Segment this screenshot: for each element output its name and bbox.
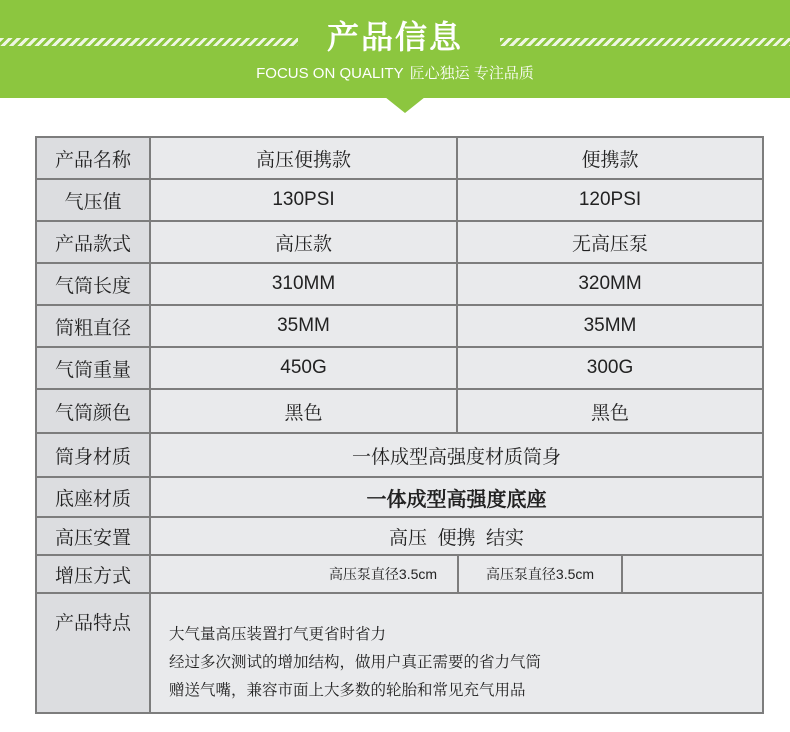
subtitle-chinese: 匠心独运 专注品质 xyxy=(409,65,534,82)
header-label: 产品名称 xyxy=(37,138,151,180)
row-label-diameter: 筒粗直径 xyxy=(37,306,151,348)
features-cell xyxy=(151,602,762,712)
row-label-weight: 气筒重量 xyxy=(37,348,151,390)
feature-line: 赠送气嘴，兼容市面上大多数的轮胎和常见充气用品 xyxy=(169,681,526,699)
table-cell: 高压 便携 结实 xyxy=(151,518,762,556)
row-label-pressure: 气压值 xyxy=(37,180,151,222)
page-subtitle xyxy=(0,62,790,83)
row-label-style: 产品款式 xyxy=(37,222,151,264)
table-cell: 35MM xyxy=(151,306,458,348)
table-cell: 高压泵直径3.5cm xyxy=(459,556,623,594)
table-cell: 130PSI xyxy=(151,180,458,222)
column-header-high-pressure: 高压便携款 xyxy=(151,138,458,180)
table-cell: 黑色 xyxy=(458,390,762,434)
table-cell: 450G xyxy=(151,348,458,390)
table-cell: 高压泵直径3.5cm xyxy=(309,556,459,594)
table-cell: 无高压泵 xyxy=(458,222,762,264)
row-label-color: 气筒颜色 xyxy=(37,390,151,434)
table-cell: 高压款 xyxy=(151,222,458,264)
banner-pointer xyxy=(385,97,425,113)
table-cell: 黑色 xyxy=(151,390,458,434)
table-cell: 300G xyxy=(458,348,762,390)
feature-line: 大气量高压装置打气更省时省力 xyxy=(169,625,387,643)
row-label-length: 气筒长度 xyxy=(37,264,151,306)
table-cell: 一体成型高强度底座 xyxy=(151,478,762,518)
subtitle-english: FOCUS ON QUALITY xyxy=(256,65,404,82)
table-cell: 一体成型高强度材质筒身 xyxy=(151,434,762,478)
row-label-placement: 高压安置 xyxy=(37,518,151,556)
column-header-portable: 便携款 xyxy=(458,138,762,180)
row-label-boost-method: 增压方式 xyxy=(37,556,151,594)
table-cell: 120PSI xyxy=(458,180,762,222)
table-cell: 320MM xyxy=(458,264,762,306)
row-label-body-material: 筒身材质 xyxy=(37,434,151,478)
row-label-base-material: 底座材质 xyxy=(37,478,151,518)
page-title: 产品信息 xyxy=(326,18,463,56)
header-banner xyxy=(0,0,790,98)
table-cell: 35MM xyxy=(458,306,762,348)
product-spec-table xyxy=(35,136,764,714)
row-label-features: 产品特点 xyxy=(37,594,151,712)
table-cell: 310MM xyxy=(151,264,458,306)
feature-line: 经过多次测试的增加结构，做用户真正需要的省力气筒 xyxy=(169,653,542,671)
